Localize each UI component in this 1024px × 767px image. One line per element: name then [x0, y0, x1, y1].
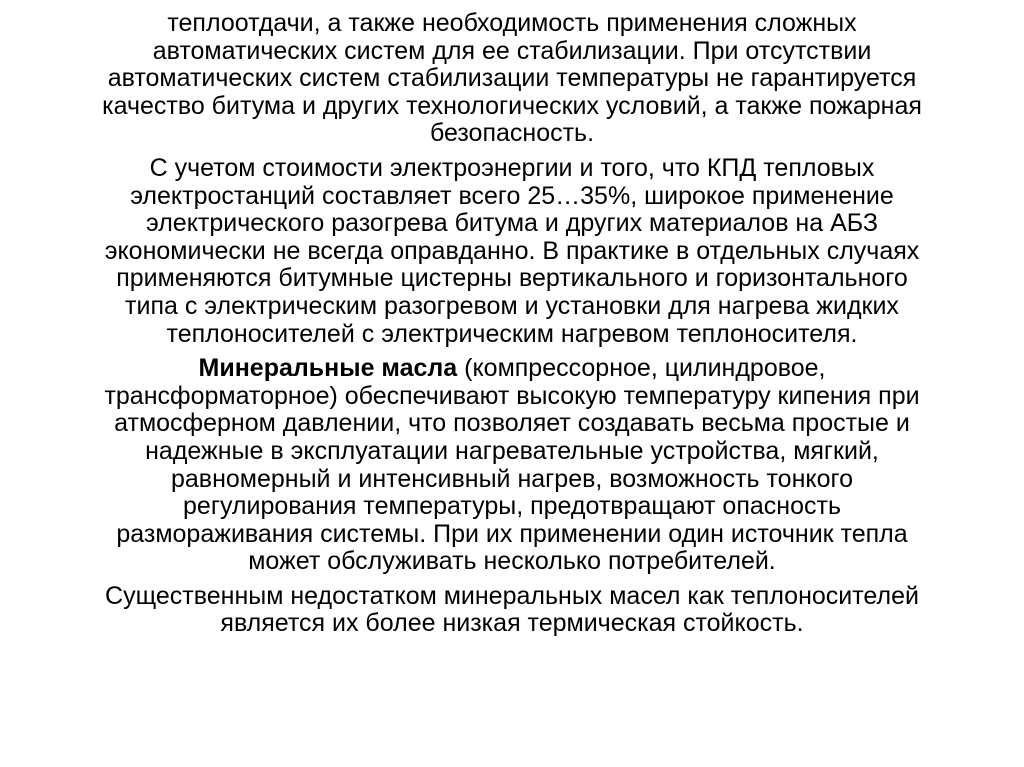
text-line: применяются битумные цистерны вертикального и горизонтального	[116, 264, 908, 293]
text-line: равномерный и интенсивный нагрев, возможность тонкого	[170, 464, 853, 493]
text-line: экономически не всегда оправданно. В практике в отдельных случаях	[104, 236, 920, 265]
term-mineral-oils: Минеральные масла	[198, 354, 458, 383]
text-line: трансформаторное) обеспечивают высокую температуру кипения при	[104, 381, 920, 410]
text-line: безопасность.	[429, 119, 595, 148]
text-line: атмосферном давлении, что позволяет создавать весьма простые и	[114, 409, 910, 438]
paragraph-3	[26, 355, 998, 576]
text-line: надежные в эксплуатации нагревательные устройства, мягкий,	[145, 436, 879, 465]
text-line: регулирования температуры, предотвращают опасность	[183, 492, 841, 521]
text-line: Существенным недостатком минеральных масел как теплоносителей	[105, 581, 919, 610]
text-line: теплоотдачи, а также необходимость применения сложных	[167, 9, 857, 37]
text-line: электростанций составляет всего 25…35%, широкое применение	[130, 181, 894, 210]
text-line: может обслуживать несколько потребителей.	[248, 547, 776, 576]
paragraph-4	[26, 583, 998, 638]
text-line: качество битума и других технологических условий, а также пожарная	[102, 91, 922, 120]
text-line: типа с электрическим разогревом и установки для нагрева жидких	[125, 291, 899, 320]
text-fragment: (компрессорное, цилиндровое,	[457, 354, 826, 383]
text-line: автоматических систем для ее стабилизации. При отсутствии	[152, 36, 872, 65]
text-line: теплоносителей с электрическим нагревом теплоносителя.	[166, 319, 858, 348]
text-line: размораживания системы. При их применении один источник тепла	[116, 519, 908, 548]
text-line: автоматических систем стабилизации температуры не гарантируется	[107, 64, 917, 93]
paragraph-1	[26, 10, 998, 148]
text-line: электрического разогрева битума и других материалов на АБЗ	[146, 209, 878, 238]
paragraph-2	[26, 155, 998, 348]
body-text	[26, 10, 998, 645]
text-line: является их более низкая термическая стойкость.	[220, 609, 804, 638]
text-line	[26, 355, 998, 383]
text-line: С учетом стоимости электроэнергии и того, что КПД тепловых	[149, 153, 875, 182]
